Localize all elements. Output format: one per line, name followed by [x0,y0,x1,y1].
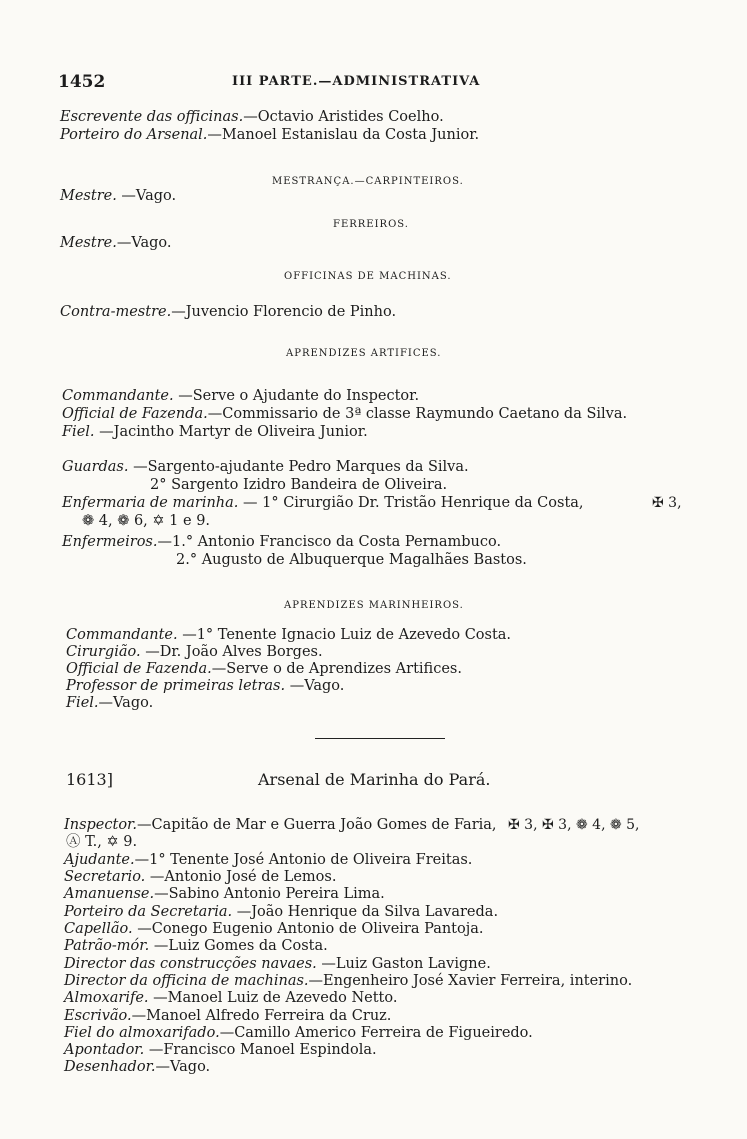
entry-cirurgiao-marinheiros: Cirurgião. —Dr. João Alves Borges. [66,644,323,660]
entry-director-machinas: Director da officina de machinas.—Engenheiro José Xavier Ferreira, interino. [64,973,633,989]
entry-enfermeiros-line2: 2.° Augusto de Albuquerque Magalhães Bastos. [176,552,527,568]
entry-official-fazenda-artifices: Official de Fazenda.—Commissario de 3ª classe Raymundo Caetano da Silva. [62,406,628,422]
section-number: 1613] [66,770,113,789]
decorations-enfermaria-line2: ❁ 4, ❁ 6, ✡ 1 e 9. [82,513,211,529]
entry-official-fazenda-marinheiros: Official de Fazenda.—Serve o de Aprendizes Artifices. [66,661,462,677]
heading-marinheiros: APRENDIZES MARINHEIROS. [284,600,464,611]
entry-mestre-ferreiros: Mestre.—Vago. [60,235,172,251]
entry-enfermeiros: Enfermeiros.—1.° Antonio Francisco da Costa Pernambuco. [62,534,502,550]
entry-capellao: Capellão. —Conego Eugenio Antonio de Oliveira Pantoja. [64,921,484,937]
entry-escrevente: Escrevente das officinas.—Octavio Aristides Coelho. [60,109,444,125]
page-number: 1452 [58,72,106,92]
decorations-enfermaria: ✠ 3, [652,495,682,511]
entry-desenhador: Desenhador.—Vago. [64,1059,211,1075]
running-title: III PARTE.—ADMINISTRATIVA [232,74,481,89]
entry-guardas-line2: 2° Sargento Izidro Bandeira de Oliveira. [150,477,448,493]
entry-fiel-artifices: Fiel. —Jacintho Martyr de Oliveira Junior. [62,424,368,440]
entry-director-construccoes: Director das construcções navaes. —Luiz Gaston Lavigne. [64,956,491,972]
entry-patrao-mor: Patrão-mór. —Luiz Gomes da Costa. [64,938,328,954]
entry-commandante-artifices: Commandante. —Serve o Ajudante do Inspector. [62,388,420,404]
decorations-inspector: ✠ 3, ✠ 3, ❁ 4, ❁ 5, [508,817,640,833]
entry-porteiro-secretaria: Porteiro da Secretaria. —João Henrique da Silva Lavareda. [64,904,499,920]
section-divider [315,738,445,739]
decorations-inspector-line2: Ⓐ T., ✡ 9. [66,834,138,850]
entry-almoxarife: Almoxarife. —Manoel Luiz de Azevedo Netto. [64,990,398,1006]
entry-fiel-almoxarifado: Fiel do almoxarifado.—Camillo Americo Ferreira de Figueiredo. [64,1025,533,1041]
entry-amanuense: Amanuense.—Sabino Antonio Pereira Lima. [64,886,385,902]
entry-guardas: Guardas. —Sargento-ajudante Pedro Marques da Silva. [62,459,469,475]
heading-machinas: OFFICINAS DE MACHINAS. [284,271,452,282]
entry-secretario: Secretario. —Antonio José de Lemos. [64,869,337,885]
heading-mestranca: MESTRANÇA.—CARPINTEIROS. [272,176,464,187]
heading-artifices: APRENDIZES ARTIFICES. [286,348,442,359]
entry-escrivao: Escrivão.—Manoel Alfredo Ferreira da Cruz. [64,1008,392,1024]
entry-professor: Professor de primeiras letras. —Vago. [66,678,345,694]
entry-contra-mestre: Contra-mestre.—Juvencio Florencio de Pinho. [60,304,397,320]
entry-ajudante: Ajudante.—1° Tenente José Antonio de Oliveira Freitas. [64,852,473,868]
entry-mestre-carpinteiros: Mestre. —Vago. [60,188,177,204]
entry-porteiro-arsenal: Porteiro do Arsenal.—Manoel Estanislau da Costa Junior. [60,127,480,143]
section-title: Arsenal de Marinha do Pará. [258,770,491,789]
entry-fiel-marinheiros: Fiel.—Vago. [66,695,154,711]
entry-commandante-marinheiros: Commandante. —1° Tenente Ignacio Luiz de Azevedo Costa. [66,627,512,643]
entry-inspector: Inspector.—Capitão de Mar e Guerra João Gomes de Faria, [64,817,497,833]
entry-apontador: Apontador. —Francisco Manoel Espindola. [64,1042,377,1058]
heading-ferreiros: FERREIROS. [333,219,409,230]
entry-enfermaria: Enfermaria de marinha. — 1° Cirurgião Dr. Tristão Henrique da Costa, [62,495,584,511]
